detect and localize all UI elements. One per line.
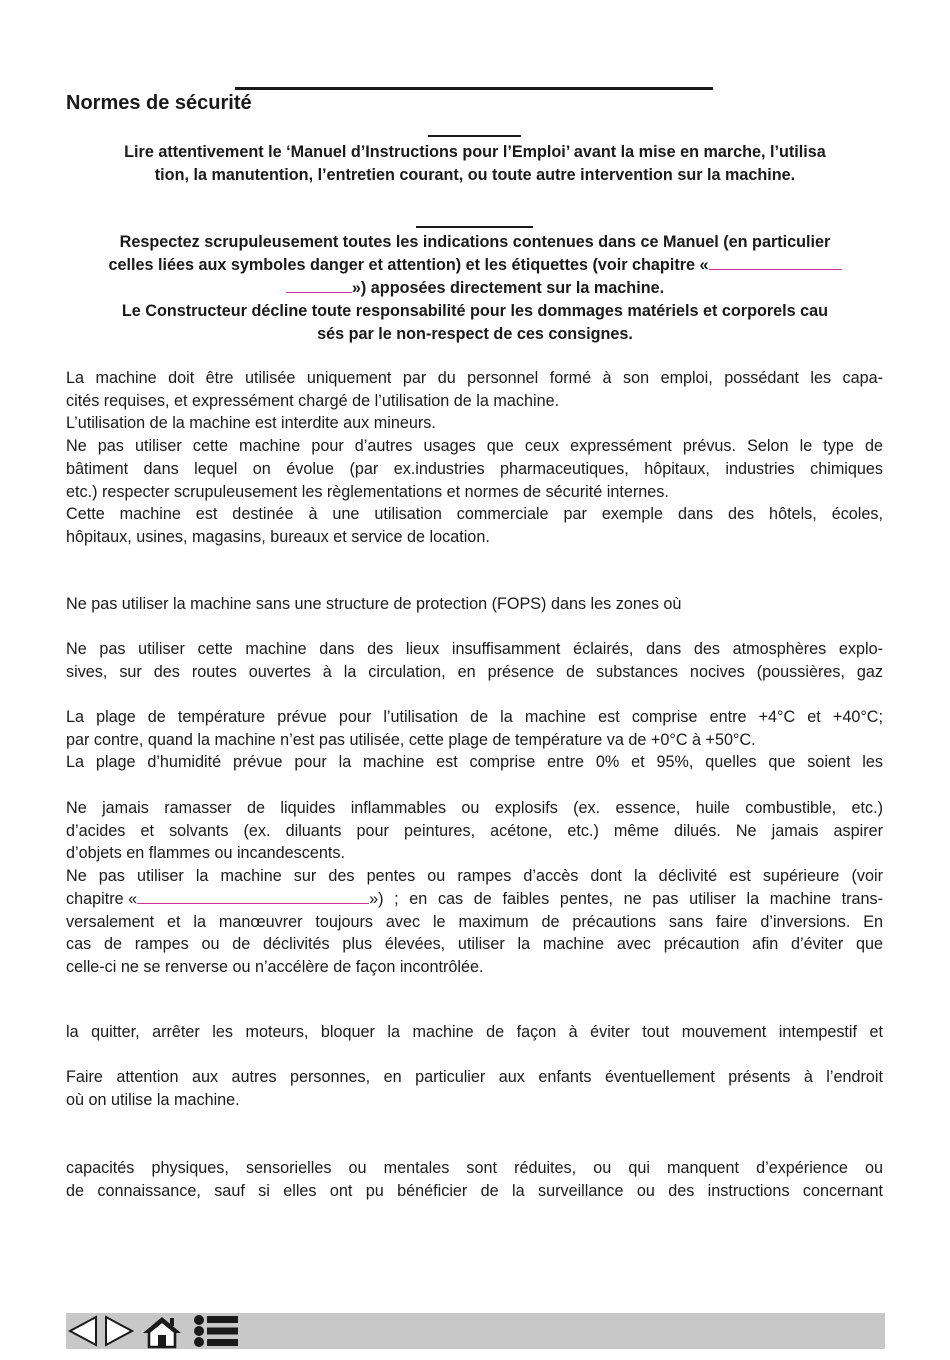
text-line: de connaissance, sauf si elles ont pu bénéficier de la surveillance ou des instructions concernant bbox=[66, 1181, 883, 1200]
intro-line: tion, la manutention, l’entretien courant, ou toute autre intervention sur la machine. bbox=[154, 166, 796, 184]
home-icon bbox=[141, 1313, 183, 1349]
warning-line: ») apposées directement sur la machine. bbox=[66, 277, 884, 300]
text-line: Faire attention aux autres personnes, en particulier aux enfants éventuellement présents à l’endroit bbox=[66, 1068, 883, 1086]
paragraph-fops bbox=[66, 593, 883, 616]
warning-line: Le Constructeur décline toute responsabilité pour les dommages matériels et corporels cau bbox=[121, 302, 829, 320]
text-line: d’objets en flammes ou incandescents. bbox=[66, 844, 345, 863]
intro-rule bbox=[428, 135, 521, 137]
previous-page-button[interactable] bbox=[66, 1313, 102, 1349]
text-line: sives, sur des routes ouvertes à la circulation, en présence de substances nocives (poussières, gaz bbox=[66, 662, 883, 681]
text-line: Ne pas utiliser cette machine dans des lieux insuffisamment éclairés, dans des atmosphères explo- bbox=[66, 640, 883, 658]
warning-notice bbox=[66, 231, 884, 346]
paragraph-other-persons bbox=[66, 1066, 883, 1111]
paragraph-temperature bbox=[66, 706, 883, 774]
text-line: Ne pas utiliser la machine sans une structure de protection (FOPS) dans les zones où bbox=[66, 595, 682, 613]
text-line: La machine doit être utilisée uniquement par du personnel formé à son emploi, possédant les capa- bbox=[66, 369, 883, 387]
text-line: Ne pas utiliser cette machine pour d’autres usages que ceux expressément prévus. Selon le type de bbox=[66, 437, 883, 456]
text-line: Ne pas utiliser la machine sur des pentes ou rampes d’accès dont la déclivité est supérieure (voir bbox=[66, 867, 883, 886]
paragraph-environment bbox=[66, 638, 883, 683]
text-line: où on utilise la machine. bbox=[66, 1090, 240, 1109]
chapter-link[interactable] bbox=[137, 889, 369, 904]
warning-line: sés par le non-respect de ces consignes. bbox=[317, 325, 633, 343]
page-title: Normes de sécurité bbox=[66, 92, 252, 114]
text-line: chapitre « ») ; en cas de faibles pentes, ne pas utiliser la machine trans- bbox=[66, 889, 883, 908]
warning-rule bbox=[416, 226, 533, 228]
contents-list-icon bbox=[192, 1313, 240, 1349]
text-line: cités requises, et expressément chargé de l’utilisation de la machine. bbox=[66, 391, 560, 410]
chapter-link-continued[interactable] bbox=[286, 278, 352, 293]
text-line: Ne jamais ramasser de liquides inflammables ou explosifs (ex. essence, huile combustible, etc.) bbox=[66, 799, 883, 817]
text-line: hôpitaux, usines, magasins, bureaux et service de location. bbox=[66, 527, 490, 546]
text-line: cas de rampes ou de déclivités plus élevées, utiliser la machine avec précaution afin d’éviter que bbox=[66, 935, 883, 954]
header-rule bbox=[235, 87, 713, 90]
footer-nav-bar bbox=[66, 1313, 885, 1349]
text-line: par contre, quand la machine n’est pas utilisée, cette plage de température va de +0°C à +50°C. bbox=[66, 730, 756, 749]
text-line: bâtiment dans lequel on évolue (par ex.industries pharmaceutiques, hôpitaux, industries chimiques bbox=[66, 459, 883, 478]
intro-line: Lire attentivement le ‘Manuel d’Instructions pour l’Emploi’ avant la mise en marche, l’utilisa bbox=[124, 143, 826, 161]
warning-line: Respectez scrupuleusement toutes les indications contenues dans ce Manuel (en particulier bbox=[119, 233, 831, 251]
text-line: d’acides et solvants (ex. diluants pour peintures, acétone, etc.) même dilués. Ne jamais aspirer bbox=[66, 821, 883, 840]
intro-notice bbox=[66, 141, 884, 187]
warning-line: celles liées aux symboles danger et attention) et les étiquettes (voir chapitre « bbox=[66, 254, 884, 277]
home-button[interactable] bbox=[141, 1313, 183, 1349]
contents-list-button[interactable] bbox=[192, 1313, 240, 1349]
paragraph-usage bbox=[66, 367, 883, 549]
chapter-link[interactable] bbox=[709, 255, 842, 270]
text-line: La plage de température prévue pour l’utilisation de la machine est comprise entre +4°C et +40°C; bbox=[66, 708, 883, 726]
paragraph-liquids-slopes bbox=[66, 797, 883, 979]
text-line: L’utilisation de la machine est interdite aux mineurs. bbox=[66, 414, 436, 433]
text-line: Cette machine est destinée à une utilisation commerciale par exemple dans des hôtels, écoles, bbox=[66, 505, 883, 524]
text-line: versalement et la manœuvrer toujours avec le maximum de précautions sans faire d’inversions. En bbox=[66, 912, 883, 931]
paragraph-leaving-machine bbox=[66, 1021, 883, 1044]
previous-page-icon bbox=[66, 1313, 102, 1349]
text-line: La plage d’humidité prévue pour la machine est comprise entre 0% et 95%, quelles que soient les bbox=[66, 753, 883, 772]
text-line: la quitter, arrêter les moteurs, bloquer la machine de façon à éviter tout mouvement intempestif et bbox=[66, 1023, 883, 1041]
text-line: etc.) respecter scrupuleusement les règlementations et normes de sécurité internes. bbox=[66, 482, 669, 501]
next-page-button[interactable] bbox=[102, 1313, 136, 1349]
text-line: capacités physiques, sensorielles ou mentales sont réduites, ou qui manquent d’expérience ou bbox=[66, 1159, 883, 1177]
next-page-icon bbox=[102, 1313, 136, 1349]
text-line: celle-ci ne se renverse ou n’accélère de façon incontrôlée. bbox=[66, 957, 484, 976]
paragraph-capacities bbox=[66, 1157, 883, 1202]
